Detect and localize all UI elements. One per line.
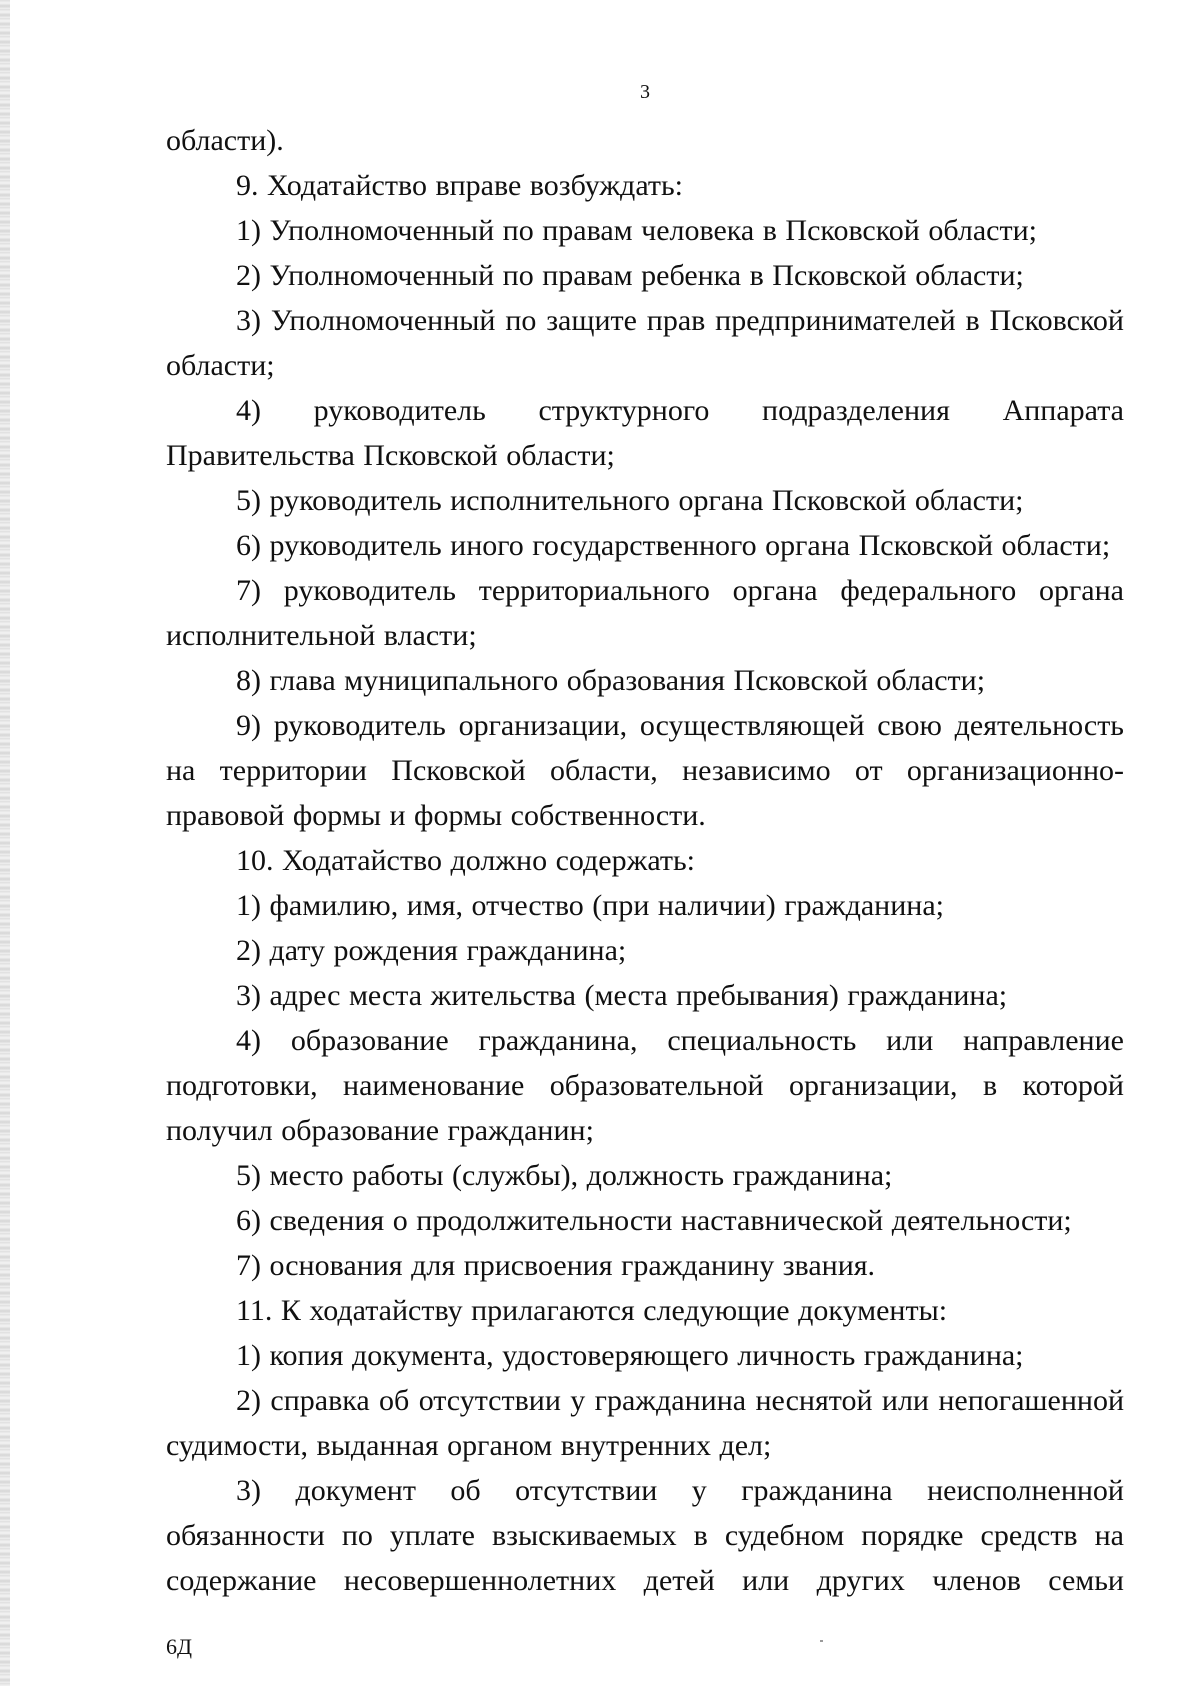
paragraph: 2) дату рождения гражданина;	[236, 934, 627, 967]
paragraph: 1) фамилию, имя, отчество (при наличии) гражданина;	[236, 889, 944, 922]
paragraph: 9. Ходатайство вправе возбуждать:	[236, 169, 683, 202]
footer-document-code: 6Д	[166, 1634, 193, 1659]
paragraph: 1) Уполномоченный по правам человека в Псковской области;	[236, 214, 1037, 247]
paragraph: 1) копия документа, удостоверяющего личность гражданина;	[236, 1339, 1024, 1372]
paragraph: 10. Ходатайство должно содержать:	[236, 844, 695, 877]
paragraph: 11. К ходатайству прилагаются следующие документы:	[236, 1294, 948, 1327]
paragraph: 9) руководитель организации, осуществляющей свою деятельность на территории Псковской области, независимо от организационно-правовой формы и формы собственности.	[166, 709, 1124, 832]
paragraph: 3) адрес места жительства (места пребывания) гражданина;	[236, 979, 1008, 1012]
scan-speck	[820, 1640, 823, 1642]
paragraph: 7) основания для присвоения гражданину звания.	[236, 1249, 876, 1282]
page-number: 3	[640, 81, 650, 103]
paragraph: 6) руководитель иного государственного органа Псковской области;	[236, 529, 1111, 562]
paragraph: области).	[166, 124, 284, 157]
paragraph: 8) глава муниципального образования Псковской области;	[236, 664, 986, 697]
paragraph: 3) Уполномоченный по защите прав предпринимателей в Псковской области;	[166, 304, 1124, 382]
paragraph: 6) сведения о продолжительности наставнической деятельности;	[236, 1204, 1072, 1237]
paragraph: 3) документ об отсутствии у гражданина неисполненной обязанности по уплате взыскиваемых в судебном порядке средств на содержание несовершеннолетних детей или других членов семьи	[166, 1474, 1124, 1597]
paragraph: 7) руководитель территориального органа федерального органа исполнительной власти;	[166, 574, 1124, 652]
paragraph: 2) справка об отсутствии у гражданина неснятой или непогашенной судимости, выданная органом внутренних дел;	[166, 1384, 1124, 1462]
paragraph: 4) образование гражданина, специальность или направление подготовки, наименование образовательной организации, в которой получил образование гражданин;	[166, 1024, 1124, 1147]
paragraph: 4) руководитель структурного подразделения Аппарата Правительства Псковской области;	[166, 394, 1124, 472]
paragraph: 5) место работы (службы), должность гражданина;	[236, 1159, 893, 1192]
document-body	[166, 118, 1124, 1603]
paragraph: 2) Уполномоченный по правам ребенка в Псковской области;	[236, 259, 1024, 292]
scan-edge-shading	[0, 0, 10, 1686]
paragraph: 5) руководитель исполнительного органа Псковской области;	[236, 484, 1024, 517]
